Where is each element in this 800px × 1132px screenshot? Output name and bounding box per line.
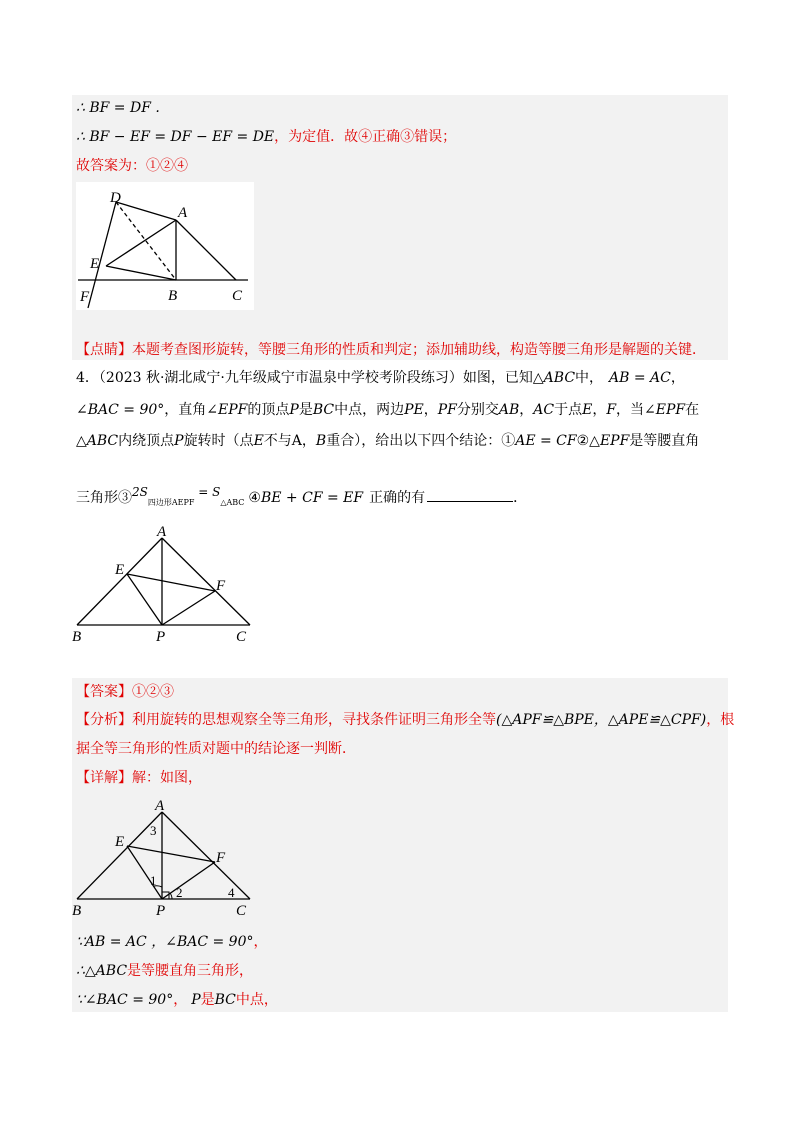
angle-label-2: 2 [176, 885, 183, 900]
math: P [289, 402, 299, 418]
text: ， [423, 402, 438, 418]
text: 内绕顶点 [118, 433, 175, 449]
analysis-line2: 据全等三角形的性质对题中的结论逐一判断． [76, 741, 356, 757]
text: 在 [685, 402, 700, 418]
problem4-line4 [76, 482, 527, 513]
label-E: E [115, 834, 125, 850]
text: ，根 [706, 712, 735, 728]
label-B: B [168, 288, 178, 304]
comment-line: 【点睛】本题考查图形旋转，等腰三角形的性质和判定；添加辅助线，构造等腰三角形是解题的关键． [76, 342, 706, 358]
text: ∴ BF = DF . [76, 100, 160, 116]
math: ∵AB = AC ，∠BAC = 90° [76, 934, 254, 950]
problem4-line3 [76, 431, 699, 451]
math: PE [404, 402, 424, 418]
figure-3 [70, 796, 260, 922]
detail-label: 【详解】解：如图， [76, 770, 202, 786]
math: P [174, 433, 184, 449]
text: 中点，两边 [334, 402, 405, 418]
math: PF [437, 402, 457, 418]
text: ④ [248, 490, 261, 506]
text: ， [301, 433, 316, 449]
line-bf-df [76, 98, 160, 118]
math: ∵∠BAC = 90° [76, 992, 174, 1008]
label-D: D [110, 190, 121, 206]
math: ∠BAC = 90° [76, 402, 165, 418]
label-C: C [232, 288, 243, 304]
label-A: A [157, 524, 167, 540]
text: ， [670, 370, 685, 386]
analysis-line1 [76, 710, 734, 730]
math: AB [498, 402, 520, 418]
text: ② [576, 433, 590, 449]
text: 是等腰直角 [629, 433, 700, 449]
math: AB = AC [609, 370, 671, 386]
math: P [191, 992, 201, 1008]
angle-label-4: 4 [228, 885, 235, 900]
math: △EPF [589, 433, 630, 449]
angle-label-3: 3 [150, 823, 157, 838]
math: △ABC [76, 433, 119, 449]
math: BC [312, 402, 335, 418]
text: 是等腰直角三角形， [127, 963, 254, 979]
answer-label: 【答案】①②③ [76, 684, 174, 700]
math: F [606, 402, 617, 418]
math: = S [194, 485, 221, 499]
math: E [582, 402, 593, 418]
math: B [315, 433, 327, 449]
math: E [253, 433, 264, 449]
label-A: A [155, 798, 165, 814]
text: 中， [575, 370, 604, 386]
text: 【分析】利用旋转的思想观察全等三角形，寻找条件证明三角形全等 [76, 712, 496, 728]
text: 三角形③ [76, 490, 132, 506]
label-A: A [178, 205, 188, 221]
text: ， [592, 402, 607, 418]
label-E: E [90, 256, 100, 272]
math: BC [214, 992, 236, 1008]
math: A [291, 433, 302, 449]
step1-line [76, 932, 268, 952]
answer-blank [427, 487, 513, 502]
text: 重合），给出以下四个结论：① [326, 433, 516, 449]
math: △ABC [532, 370, 576, 386]
step3-line [76, 990, 278, 1010]
label-F: F [216, 578, 226, 594]
text: 不与 [263, 433, 292, 449]
math: ∴ BF − EF = DF − EF = DE [76, 129, 275, 145]
math: AC [533, 402, 555, 418]
text: ，当 [616, 402, 645, 418]
step2-line [76, 961, 253, 981]
problem4-line1 [76, 368, 685, 388]
text: 分别交 [456, 402, 499, 418]
text: ， [173, 992, 188, 1008]
text: 正确的有 [369, 490, 426, 506]
math: (△APF≌△BPE，△APE≌△CPF) [496, 712, 707, 728]
label-P: P [156, 903, 166, 919]
text: ， [253, 934, 268, 950]
math: ∠EPF [644, 402, 686, 418]
label-P: P [156, 629, 166, 644]
label-B: B [72, 629, 82, 644]
label-C: C [236, 629, 247, 644]
text: 中点， [235, 992, 278, 1008]
text: ，直角 [164, 402, 207, 418]
label-C: C [236, 903, 247, 919]
math: 2S [132, 485, 148, 499]
figure-2 [70, 522, 260, 644]
line-de-constant [76, 127, 456, 147]
label-E: E [115, 562, 125, 578]
problem4-line2 [76, 400, 699, 420]
label-F: F [80, 289, 90, 305]
text: 旋转时（点 [183, 433, 254, 449]
angle-label-1: 1 [150, 873, 157, 888]
figure-1 [76, 182, 254, 310]
math: ∠EPF [206, 402, 248, 418]
text: ，为定值．故④正确③错误； [274, 129, 457, 145]
math: BE + CF = EF [260, 490, 364, 506]
label-F: F [216, 850, 226, 866]
label-B: B [72, 903, 82, 919]
text: 是 [200, 992, 215, 1008]
answer-line: 故答案为：①②④ [76, 158, 188, 174]
text: 4．（2023 秋·湖北咸宁·九年级咸宁市温泉中学校考阶段练习）如图，已知 [76, 370, 533, 386]
math: AE = CF [515, 433, 577, 449]
subscript: 四边形AEPF [147, 498, 195, 507]
text: ， [519, 402, 534, 418]
text: 的顶点 [247, 402, 290, 418]
math: ∴△ABC [76, 963, 128, 979]
subscript: △ABC [220, 498, 245, 507]
text: 是 [298, 402, 313, 418]
text: ． [513, 490, 528, 506]
text: 于点 [554, 402, 583, 418]
